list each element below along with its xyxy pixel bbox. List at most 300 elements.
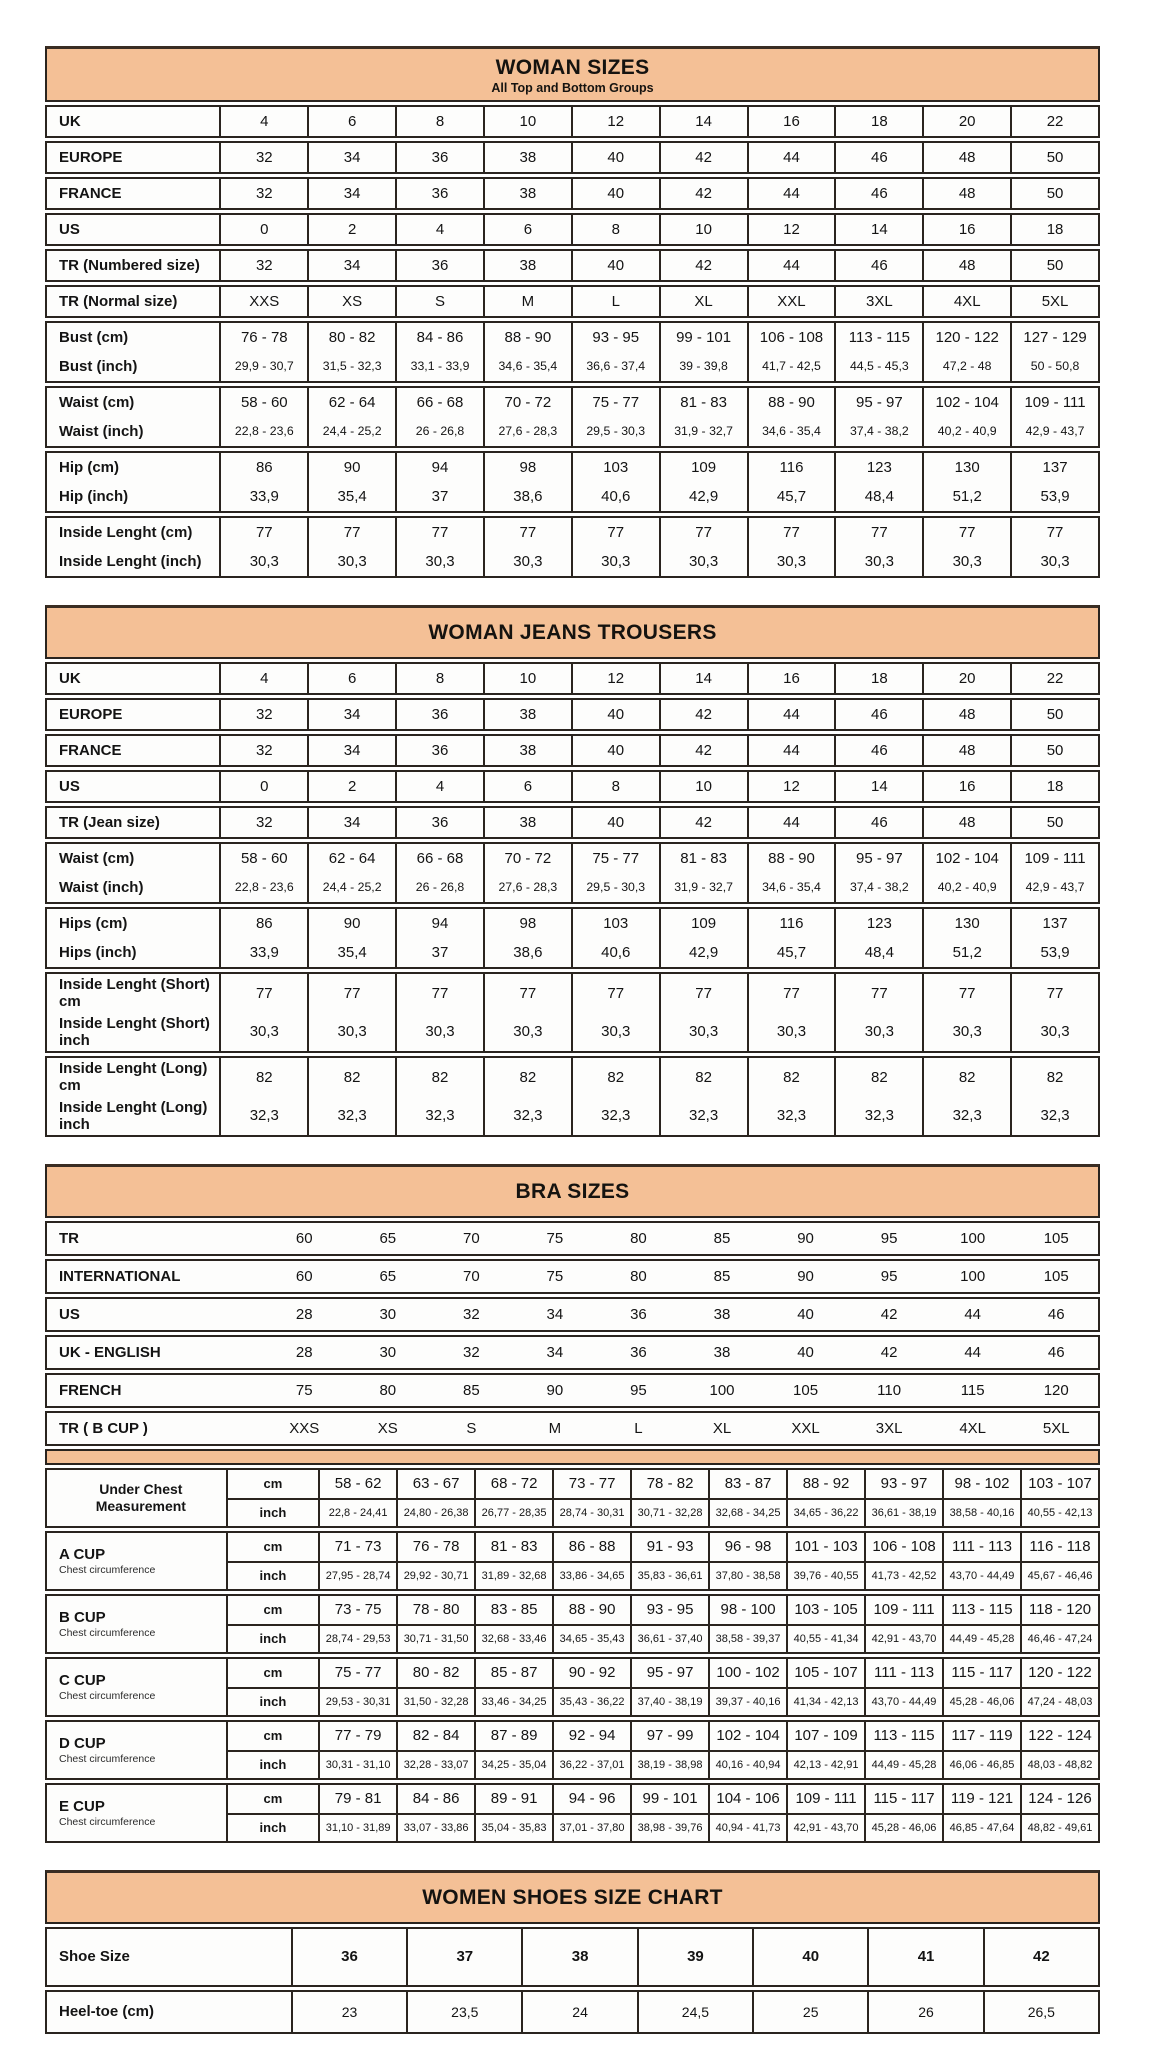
size-cell: 90 xyxy=(797,1267,814,1285)
size-cell: 38 xyxy=(713,1343,731,1361)
row-label: UK xyxy=(59,669,81,687)
size-cell: 93 - 95 xyxy=(630,1596,708,1624)
size-cell: 41,7 - 42,5 xyxy=(747,352,835,381)
size-cell: 40 xyxy=(571,808,659,837)
table-row-group xyxy=(45,1259,1100,1294)
size-cell: 25 xyxy=(752,1992,867,2032)
row-label: TR xyxy=(59,1229,79,1247)
size-cell: 30,31 - 31,10 xyxy=(318,1750,396,1778)
cup-sublabel: Chest circumference xyxy=(59,1753,156,1766)
size-cell: 77 xyxy=(219,518,307,547)
size-cell: 122 - 124 xyxy=(1020,1722,1098,1750)
size-cell: 38 xyxy=(483,251,571,280)
size-cell: 32 xyxy=(219,179,307,208)
row-label: US xyxy=(59,1305,80,1323)
size-cell: 32 xyxy=(219,700,307,729)
size-cell: 42,9 - 43,7 xyxy=(1010,417,1098,446)
size-cell: 38 xyxy=(521,1929,636,1985)
size-cell: 50 xyxy=(1010,143,1098,172)
size-cell: 102 - 104 xyxy=(708,1722,786,1750)
size-cell: 53,9 xyxy=(1010,482,1098,511)
size-cell: 73 - 77 xyxy=(552,1470,630,1498)
size-cell: 77 xyxy=(395,974,483,1013)
size-cell: 80 - 82 xyxy=(307,323,395,352)
size-cell: 110 xyxy=(877,1381,902,1399)
size-cell: 88 - 90 xyxy=(552,1596,630,1624)
size-cell: 137 xyxy=(1010,453,1098,482)
size-cell: 43,70 - 44,49 xyxy=(864,1687,942,1715)
table-row-group xyxy=(45,1221,1100,1256)
unit-label: inch xyxy=(226,1624,318,1652)
size-cell: 8 xyxy=(395,107,483,136)
size-cell: 50 xyxy=(1010,251,1098,280)
size-cell: 42,9 xyxy=(659,938,747,967)
size-cell: 42,9 xyxy=(659,482,747,511)
size-cell: 36,61 - 38,19 xyxy=(864,1498,942,1526)
size-cell: 100 xyxy=(709,1381,735,1399)
size-cell: 29,9 - 30,7 xyxy=(219,352,307,381)
table-title: WOMEN SHOES SIZE CHART xyxy=(422,1886,723,1909)
size-cell: 76 - 78 xyxy=(396,1533,474,1561)
row-label: US xyxy=(59,220,80,238)
size-cell: 103 xyxy=(571,909,659,938)
size-cell: 37,40 - 38,19 xyxy=(630,1687,708,1715)
size-cell: 30,3 xyxy=(395,547,483,576)
size-cell: 6 xyxy=(307,664,395,693)
size-cell: 82 xyxy=(571,1058,659,1097)
row-label: EUROPE xyxy=(59,705,123,723)
row-label: UK - ENGLISH xyxy=(59,1343,161,1361)
size-cell: 99 - 101 xyxy=(630,1785,708,1813)
size-cell: 5XL xyxy=(1042,1419,1070,1437)
size-cell: 44 xyxy=(747,251,835,280)
size-cell: 22 xyxy=(1010,107,1098,136)
size-cell: 6 xyxy=(483,772,571,801)
size-cell: 32 xyxy=(219,143,307,172)
size-cell: 45,7 xyxy=(747,482,835,511)
size-cell: 58 - 60 xyxy=(219,844,307,873)
size-cell: 40,16 - 40,94 xyxy=(708,1750,786,1778)
size-cell: 32,3 xyxy=(747,1097,835,1136)
size-cell: 23,5 xyxy=(406,1992,521,2032)
table-title: BRA SIZES xyxy=(515,1180,630,1203)
under-chest-label xyxy=(47,1470,226,1526)
size-cell: 30 xyxy=(379,1305,397,1323)
size-cell: 40 xyxy=(752,1929,867,1985)
table-row-group xyxy=(45,1531,1100,1591)
size-cell: 91 - 93 xyxy=(630,1533,708,1561)
size-cell: 80 xyxy=(630,1267,647,1285)
size-cell: 90 xyxy=(797,1229,814,1247)
row-label: Waist (inch) xyxy=(59,878,144,896)
size-cell: 31,9 - 32,7 xyxy=(659,417,747,446)
size-cell: 34 xyxy=(546,1305,564,1323)
size-cell: 26 - 26,8 xyxy=(395,417,483,446)
row-label: Inside Lenght (cm) xyxy=(59,523,193,541)
row-label: Inside Lenght (Short) cm xyxy=(59,976,210,1011)
size-cell: XXL xyxy=(791,1419,820,1437)
unit-label: inch xyxy=(226,1687,318,1715)
table-row-group xyxy=(45,1411,1100,1446)
size-cell: 30,71 - 31,50 xyxy=(396,1624,474,1652)
table-row-group xyxy=(45,842,1100,904)
size-cell: 102 - 104 xyxy=(922,388,1010,417)
size-cell: 24,4 - 25,2 xyxy=(307,417,395,446)
size-cell: 77 xyxy=(483,518,571,547)
size-cell: 75 xyxy=(295,1381,313,1399)
size-cell: 22 xyxy=(1010,664,1098,693)
size-cell: 40 xyxy=(571,736,659,765)
size-cell: 27,95 - 28,74 xyxy=(318,1561,396,1589)
row-label: FRANCE xyxy=(59,741,122,759)
size-cell: 82 xyxy=(307,1058,395,1097)
row-label: Hips (cm) xyxy=(59,914,128,932)
size-cell: 44 xyxy=(747,700,835,729)
row-label: Bust (cm) xyxy=(59,328,129,346)
size-cell: 30,3 xyxy=(219,1013,307,1052)
size-cell: 32,3 xyxy=(483,1097,571,1136)
size-cell: 95 xyxy=(880,1229,898,1247)
size-cell: 94 xyxy=(395,909,483,938)
size-cell: 123 xyxy=(834,453,922,482)
size-cell: 4 xyxy=(395,772,483,801)
cup-name: Under Chest Measurement xyxy=(95,1480,186,1514)
size-cell: 4XL xyxy=(959,1419,987,1437)
size-cell: 90 xyxy=(546,1381,564,1399)
size-cell: 81 - 83 xyxy=(659,844,747,873)
size-cell: 32,3 xyxy=(922,1097,1010,1136)
size-cell: 85 xyxy=(713,1229,731,1247)
row-label: Bust (inch) xyxy=(59,357,138,375)
cup-sublabel: Chest circumference xyxy=(59,1690,156,1703)
size-cell: 77 xyxy=(747,974,835,1013)
table-row-group xyxy=(45,1657,1100,1717)
size-cell: 116 xyxy=(747,909,835,938)
size-cell: 38,19 - 38,98 xyxy=(630,1750,708,1778)
size-cell: XXL xyxy=(747,287,835,316)
size-cell: 65 xyxy=(379,1229,397,1247)
table-header xyxy=(45,1164,1100,1218)
size-cell: 44 xyxy=(964,1305,981,1323)
unit-label: cm xyxy=(226,1659,318,1687)
size-cell: 86 xyxy=(219,453,307,482)
size-cell: 109 - 111 xyxy=(786,1785,864,1813)
woman-sizes-table xyxy=(45,46,1100,578)
size-cell: 8 xyxy=(395,664,483,693)
row-label: TR (Jean size) xyxy=(59,813,160,831)
size-cell: 115 - 117 xyxy=(864,1785,942,1813)
size-cell: 58 - 62 xyxy=(318,1470,396,1498)
size-cell: 34,6 - 35,4 xyxy=(747,873,835,902)
size-cell: 66 - 68 xyxy=(395,388,483,417)
row-label: Inside Lenght (Long) cm xyxy=(59,1060,208,1095)
size-cell: 30,3 xyxy=(483,547,571,576)
row-label: Inside Lenght (Short) inch xyxy=(59,1014,210,1049)
size-cell: 27,6 - 28,3 xyxy=(483,873,571,902)
size-cell: 38,58 - 40,16 xyxy=(942,1498,1020,1526)
size-cell: 32,3 xyxy=(307,1097,395,1136)
size-cell: 27,6 - 28,3 xyxy=(483,417,571,446)
size-cell: 3XL xyxy=(834,287,922,316)
size-cell: 39,37 - 40,16 xyxy=(708,1687,786,1715)
size-cell: 46,85 - 47,64 xyxy=(942,1813,1020,1841)
size-cell: 82 xyxy=(219,1058,307,1097)
row-label: Waist (inch) xyxy=(59,422,144,440)
size-cell: 38,6 xyxy=(483,938,571,967)
size-cell: 107 - 109 xyxy=(786,1722,864,1750)
size-cell: 88 - 90 xyxy=(747,388,835,417)
size-cell: 40,6 xyxy=(571,482,659,511)
size-cell: 96 - 98 xyxy=(708,1533,786,1561)
row-label: Shoe Size xyxy=(59,1948,130,1966)
size-cell: 42 xyxy=(659,143,747,172)
size-cell: 29,5 - 30,3 xyxy=(571,417,659,446)
size-cell: 30,3 xyxy=(747,1013,835,1052)
size-cell: 32 xyxy=(462,1305,480,1323)
size-cell: 58 - 60 xyxy=(219,388,307,417)
row-label: UK xyxy=(59,112,81,130)
size-cell: 46,46 - 47,24 xyxy=(1020,1624,1098,1652)
size-cell: 45,7 xyxy=(747,938,835,967)
size-cell: 35,4 xyxy=(307,482,395,511)
size-cell: 4 xyxy=(219,107,307,136)
size-cell: 34 xyxy=(307,143,395,172)
size-cell: 86 - 88 xyxy=(552,1533,630,1561)
size-cell: 120 xyxy=(1043,1381,1069,1399)
size-cell: 85 xyxy=(462,1381,480,1399)
size-cell: 66 - 68 xyxy=(395,844,483,873)
size-cell: 36 xyxy=(395,251,483,280)
unit-label: cm xyxy=(226,1470,318,1498)
size-cell: 36,6 - 37,4 xyxy=(571,352,659,381)
size-cell: 88 - 90 xyxy=(747,844,835,873)
size-cell: 30,3 xyxy=(395,1013,483,1052)
size-cell: 77 - 79 xyxy=(318,1722,396,1750)
size-cell: 40 xyxy=(571,143,659,172)
size-cell: 30,3 xyxy=(834,547,922,576)
size-cell: 46 xyxy=(834,143,922,172)
cup-name: A CUP xyxy=(59,1545,106,1563)
size-cell: 77 xyxy=(834,974,922,1013)
size-cell: 28,74 - 30,31 xyxy=(552,1498,630,1526)
size-cell: 80 xyxy=(630,1229,647,1247)
size-cell: 38,58 - 39,37 xyxy=(708,1624,786,1652)
size-cell: 38 xyxy=(483,700,571,729)
size-cell: 90 - 92 xyxy=(552,1659,630,1687)
size-cell: 77 xyxy=(571,518,659,547)
size-cell: 105 xyxy=(1043,1229,1069,1247)
size-cell: 70 - 72 xyxy=(483,388,571,417)
bra-sizes-table xyxy=(45,1164,1100,1843)
size-cell: 77 xyxy=(747,518,835,547)
size-cell: 38 xyxy=(483,179,571,208)
size-cell: 35,83 - 36,61 xyxy=(630,1561,708,1589)
row-label: EUROPE xyxy=(59,148,123,166)
size-cell: 44 xyxy=(747,736,835,765)
table-row-group xyxy=(45,1594,1100,1654)
table-row-group xyxy=(45,285,1100,318)
size-cell: 70 xyxy=(462,1229,480,1247)
size-cell: 46 xyxy=(1047,1305,1065,1323)
size-cell: 79 - 81 xyxy=(318,1785,396,1813)
size-cell: 81 - 83 xyxy=(474,1533,552,1561)
size-cell: 26,77 - 28,35 xyxy=(474,1498,552,1526)
table-row-group xyxy=(45,321,1100,383)
size-cell: 40 xyxy=(571,179,659,208)
size-cell: 30,71 - 32,28 xyxy=(630,1498,708,1526)
size-cell: 98 - 100 xyxy=(708,1596,786,1624)
size-cell: 45,67 - 46,46 xyxy=(1020,1561,1098,1589)
size-cell: 71 - 73 xyxy=(318,1533,396,1561)
cup-label xyxy=(47,1785,226,1841)
woman-jeans-trousers-table xyxy=(45,605,1100,1137)
size-cell: 34,6 - 35,4 xyxy=(747,417,835,446)
size-cell: 32 xyxy=(219,808,307,837)
size-cell: 63 - 67 xyxy=(396,1470,474,1498)
size-cell: 36 xyxy=(630,1305,647,1323)
size-cell: 31,10 - 31,89 xyxy=(318,1813,396,1841)
size-cell: 4 xyxy=(219,664,307,693)
size-cell: 34,25 - 35,04 xyxy=(474,1750,552,1778)
size-cell: 48 xyxy=(922,143,1010,172)
size-cell: 75 - 77 xyxy=(571,844,659,873)
size-cell: XS xyxy=(307,287,395,316)
size-cell: 34,65 - 36,22 xyxy=(786,1498,864,1526)
size-cell: 36 xyxy=(395,143,483,172)
size-cell: 30,3 xyxy=(483,1013,571,1052)
size-cell: XL xyxy=(659,287,747,316)
size-cell: 95 - 97 xyxy=(834,844,922,873)
table-row-group xyxy=(45,1056,1100,1137)
size-cell: 32,28 - 33,07 xyxy=(396,1750,474,1778)
size-cell: 29,92 - 30,71 xyxy=(396,1561,474,1589)
size-cell: 103 - 105 xyxy=(786,1596,864,1624)
size-cell: 51,2 xyxy=(922,938,1010,967)
size-cell: 46 xyxy=(834,700,922,729)
size-cell: 36 xyxy=(630,1343,647,1361)
size-cell: 42,9 - 43,7 xyxy=(1010,873,1098,902)
size-cell: 39,76 - 40,55 xyxy=(786,1561,864,1589)
table-row-group xyxy=(45,770,1100,803)
row-label: Heel-toe (cm) xyxy=(59,2003,155,2021)
size-cell: 44 xyxy=(747,143,835,172)
size-cell: 116 - 118 xyxy=(1020,1533,1098,1561)
table-row-group xyxy=(45,249,1100,282)
size-cell: 31,89 - 32,68 xyxy=(474,1561,552,1589)
size-cell: 32,3 xyxy=(834,1097,922,1136)
table-row-group xyxy=(45,451,1100,513)
size-cell: 75 xyxy=(546,1229,564,1247)
size-cell: 44,49 - 45,28 xyxy=(864,1750,942,1778)
size-cell: 5XL xyxy=(1010,287,1098,316)
size-cell: 77 xyxy=(1010,518,1098,547)
row-label: Inside Lenght (inch) xyxy=(59,552,202,570)
size-cell: 83 - 87 xyxy=(708,1470,786,1498)
size-cell: 82 xyxy=(747,1058,835,1097)
size-cell: 50 xyxy=(1010,179,1098,208)
size-cell: 30 xyxy=(379,1343,397,1361)
size-cell: 30,3 xyxy=(1010,1013,1098,1052)
size-cell: 30,3 xyxy=(307,1013,395,1052)
size-cell: 34 xyxy=(546,1343,564,1361)
size-cell: 85 xyxy=(713,1267,731,1285)
cup-label xyxy=(47,1533,226,1589)
size-cell: 82 xyxy=(483,1058,571,1097)
size-cell: 38 xyxy=(483,143,571,172)
size-cell: 106 - 108 xyxy=(747,323,835,352)
row-label: FRENCH xyxy=(59,1381,122,1399)
size-cell: 42 xyxy=(659,808,747,837)
size-cell: 23 xyxy=(291,1992,406,2032)
size-cell: 43,70 - 44,49 xyxy=(942,1561,1020,1589)
size-cell: 35,04 - 35,83 xyxy=(474,1813,552,1841)
size-cell: 44 xyxy=(747,808,835,837)
size-cell: 70 - 72 xyxy=(483,844,571,873)
size-cell: 111 - 113 xyxy=(942,1533,1020,1561)
size-cell: 37,01 - 37,80 xyxy=(552,1813,630,1841)
cup-sublabel: Chest circumference xyxy=(59,1564,156,1577)
size-cell: 30,3 xyxy=(571,1013,659,1052)
size-cell: 31,9 - 32,7 xyxy=(659,873,747,902)
cup-label xyxy=(47,1596,226,1652)
cup-name: B CUP xyxy=(59,1608,106,1626)
size-cell: 40,2 - 40,9 xyxy=(922,873,1010,902)
size-cell: 94 xyxy=(395,453,483,482)
size-cell: 38 xyxy=(483,736,571,765)
size-cell: M xyxy=(483,287,571,316)
size-cell: L xyxy=(571,287,659,316)
size-cell: 48 xyxy=(922,700,1010,729)
size-cell: 50 - 50,8 xyxy=(1010,352,1098,381)
size-cell: 115 - 117 xyxy=(942,1659,1020,1687)
size-cell: 40,55 - 41,34 xyxy=(786,1624,864,1652)
size-cell: 32,3 xyxy=(571,1097,659,1136)
size-cell: 82 xyxy=(922,1058,1010,1097)
size-cell: 82 xyxy=(659,1058,747,1097)
size-cell: S xyxy=(466,1419,477,1437)
size-cell: 92 - 94 xyxy=(552,1722,630,1750)
size-cell: 48 xyxy=(922,179,1010,208)
size-cell: 95 xyxy=(880,1267,898,1285)
size-cell: 16 xyxy=(747,664,835,693)
size-cell: 46 xyxy=(834,736,922,765)
size-cell: 97 - 99 xyxy=(630,1722,708,1750)
size-cell: 14 xyxy=(659,664,747,693)
size-cell: 28,74 - 29,53 xyxy=(318,1624,396,1652)
size-cell: 93 - 97 xyxy=(864,1470,942,1498)
table-row-group xyxy=(45,734,1100,767)
size-cell: 48,4 xyxy=(834,482,922,511)
size-cell: 42 xyxy=(880,1343,898,1361)
size-cell: 46 xyxy=(834,251,922,280)
size-cell: 70 xyxy=(462,1267,480,1285)
size-cell: 29,5 - 30,3 xyxy=(571,873,659,902)
size-cell: S xyxy=(395,287,483,316)
size-cell: 6 xyxy=(483,215,571,244)
table-header xyxy=(45,605,1100,659)
table-header xyxy=(45,1870,1100,1924)
size-cell: 137 xyxy=(1010,909,1098,938)
size-cell: 82 xyxy=(395,1058,483,1097)
size-cell: 22,8 - 24,41 xyxy=(318,1498,396,1526)
cup-label xyxy=(47,1659,226,1715)
size-cell: 42 xyxy=(659,179,747,208)
size-cell: 18 xyxy=(1010,772,1098,801)
size-cell: 130 xyxy=(922,453,1010,482)
size-cell: 77 xyxy=(659,518,747,547)
size-cell: 37 xyxy=(406,1929,521,1985)
separator-band xyxy=(45,1449,1100,1465)
